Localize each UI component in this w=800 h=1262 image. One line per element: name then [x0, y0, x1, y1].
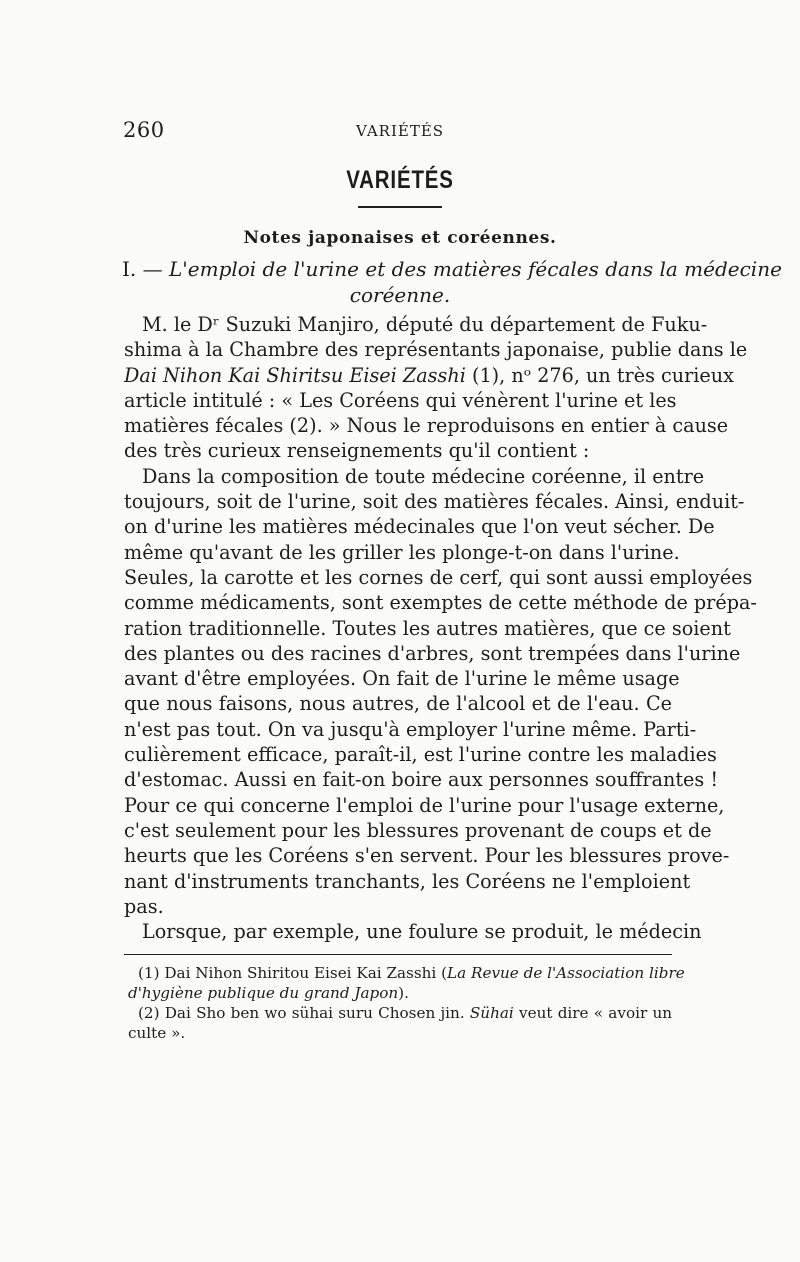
footnote-2: [128, 1003, 672, 1023]
title-rule: [358, 206, 442, 208]
running-title: VARIÉTÉS: [356, 122, 445, 140]
article-title-line1: L'emploi de l'urine et des matières fécales dans la médecine: [168, 257, 782, 281]
body-line: ration traditionnelle. Toutes les autres matières, que ce soient: [124, 616, 731, 640]
body-line: Lorsque, par exemple, une foulure se produit, le médecin: [142, 920, 702, 944]
body-line: toujours, soit de l'urine, soit des matières fécales. Ainsi, enduit-: [124, 490, 745, 514]
footnote-2-italic: Sühai: [469, 1004, 514, 1022]
body-line: pas.: [124, 894, 164, 918]
page-number: 260: [123, 118, 165, 142]
journal-title: Dai Nihon Kai Shiritsu Eisei Zasshi: [124, 363, 466, 387]
body-line-rest: (1), nᵒ 276, un très curieux: [465, 363, 734, 387]
footnote-2-text-rest: veut dire « avoir un: [513, 1004, 673, 1022]
body-line: heurts que les Coréens s'en servent. Pour les blessures prove-: [124, 844, 730, 868]
body-line: nant d'instruments tranchants, les Coréens ne l'emploient: [124, 869, 691, 893]
footnote-1: [128, 963, 685, 983]
subheading: Notes japonaises et coréennes.: [243, 228, 557, 248]
body-line: que nous faisons, nous autres, de l'alcool et de l'eau. Ce: [124, 692, 672, 716]
footnote-1-italic: La Revue de l'Association libre: [447, 964, 685, 982]
article-prefix: I. —: [122, 257, 169, 281]
body-line: comme médicaments, sont exemptes de cette méthode de prépa-: [124, 591, 757, 615]
body-line: avant d'être employées. On fait de l'urine le même usage: [124, 667, 680, 691]
body-text: [124, 312, 757, 944]
footnote-2-text: (2) Dai Sho ben wo sühai suru Chosen jin.: [138, 1004, 470, 1022]
footnote-1-cont: [128, 983, 672, 1003]
body-line: d'estomac. Aussi en fait-on boire aux personnes souffrantes !: [124, 768, 719, 792]
body-line: matières fécales (2). » Nous le reproduisons en entier à cause: [124, 414, 729, 438]
body-line: n'est pas tout. On va jusqu'à employer l'urine même. Parti-: [124, 717, 697, 741]
article-title-line2: coréenne.: [349, 283, 451, 307]
section-title: VARIÉTÉS: [346, 166, 454, 194]
footnote-1-text: (1) Dai Nihon Shiritou Eisei Kai Zasshi (: [138, 964, 448, 982]
body-line: c'est seulement pour les blessures provenant de coups et de: [124, 818, 712, 842]
body-line: M. le Dʳ Suzuki Manjiro, député du département de Fuku-: [142, 313, 708, 336]
body-line: culièrement efficace, paraît-il, est l'urine contre les maladies: [124, 743, 717, 767]
body-line: shima à la Chambre des représentants japonaise, publie dans le: [124, 338, 748, 362]
body-line: [124, 363, 734, 388]
footnote-1-end: ).: [398, 984, 409, 1002]
footnote-1-italic-cont: d'hygiène publique du grand Japon: [128, 984, 399, 1002]
body-line: même qu'avant de les griller les plonge-t-on dans l'urine.: [124, 540, 680, 564]
body-line: Seules, la carotte et les cornes de cerf, qui sont aussi employées: [124, 565, 753, 589]
body-line: Dans la composition de toute médecine coréenne, il entre: [142, 464, 705, 488]
footnote-separator: [124, 954, 672, 955]
body-line: des très curieux renseignements qu'il contient :: [124, 439, 590, 463]
footnotes: [128, 963, 685, 1043]
footnote-2-cont: culte ».: [128, 1024, 186, 1042]
article-title: [122, 256, 782, 282]
body-line: on d'urine les matières médecinales que l'on veut sécher. De: [124, 515, 715, 539]
body-line: article intitulé : « Les Coréens qui vénèrent l'urine et les: [124, 388, 677, 412]
body-line: Pour ce qui concerne l'emploi de l'urine pour l'usage externe,: [124, 793, 725, 817]
body-line: des plantes ou des racines d'arbres, sont trempées dans l'urine: [124, 641, 741, 665]
